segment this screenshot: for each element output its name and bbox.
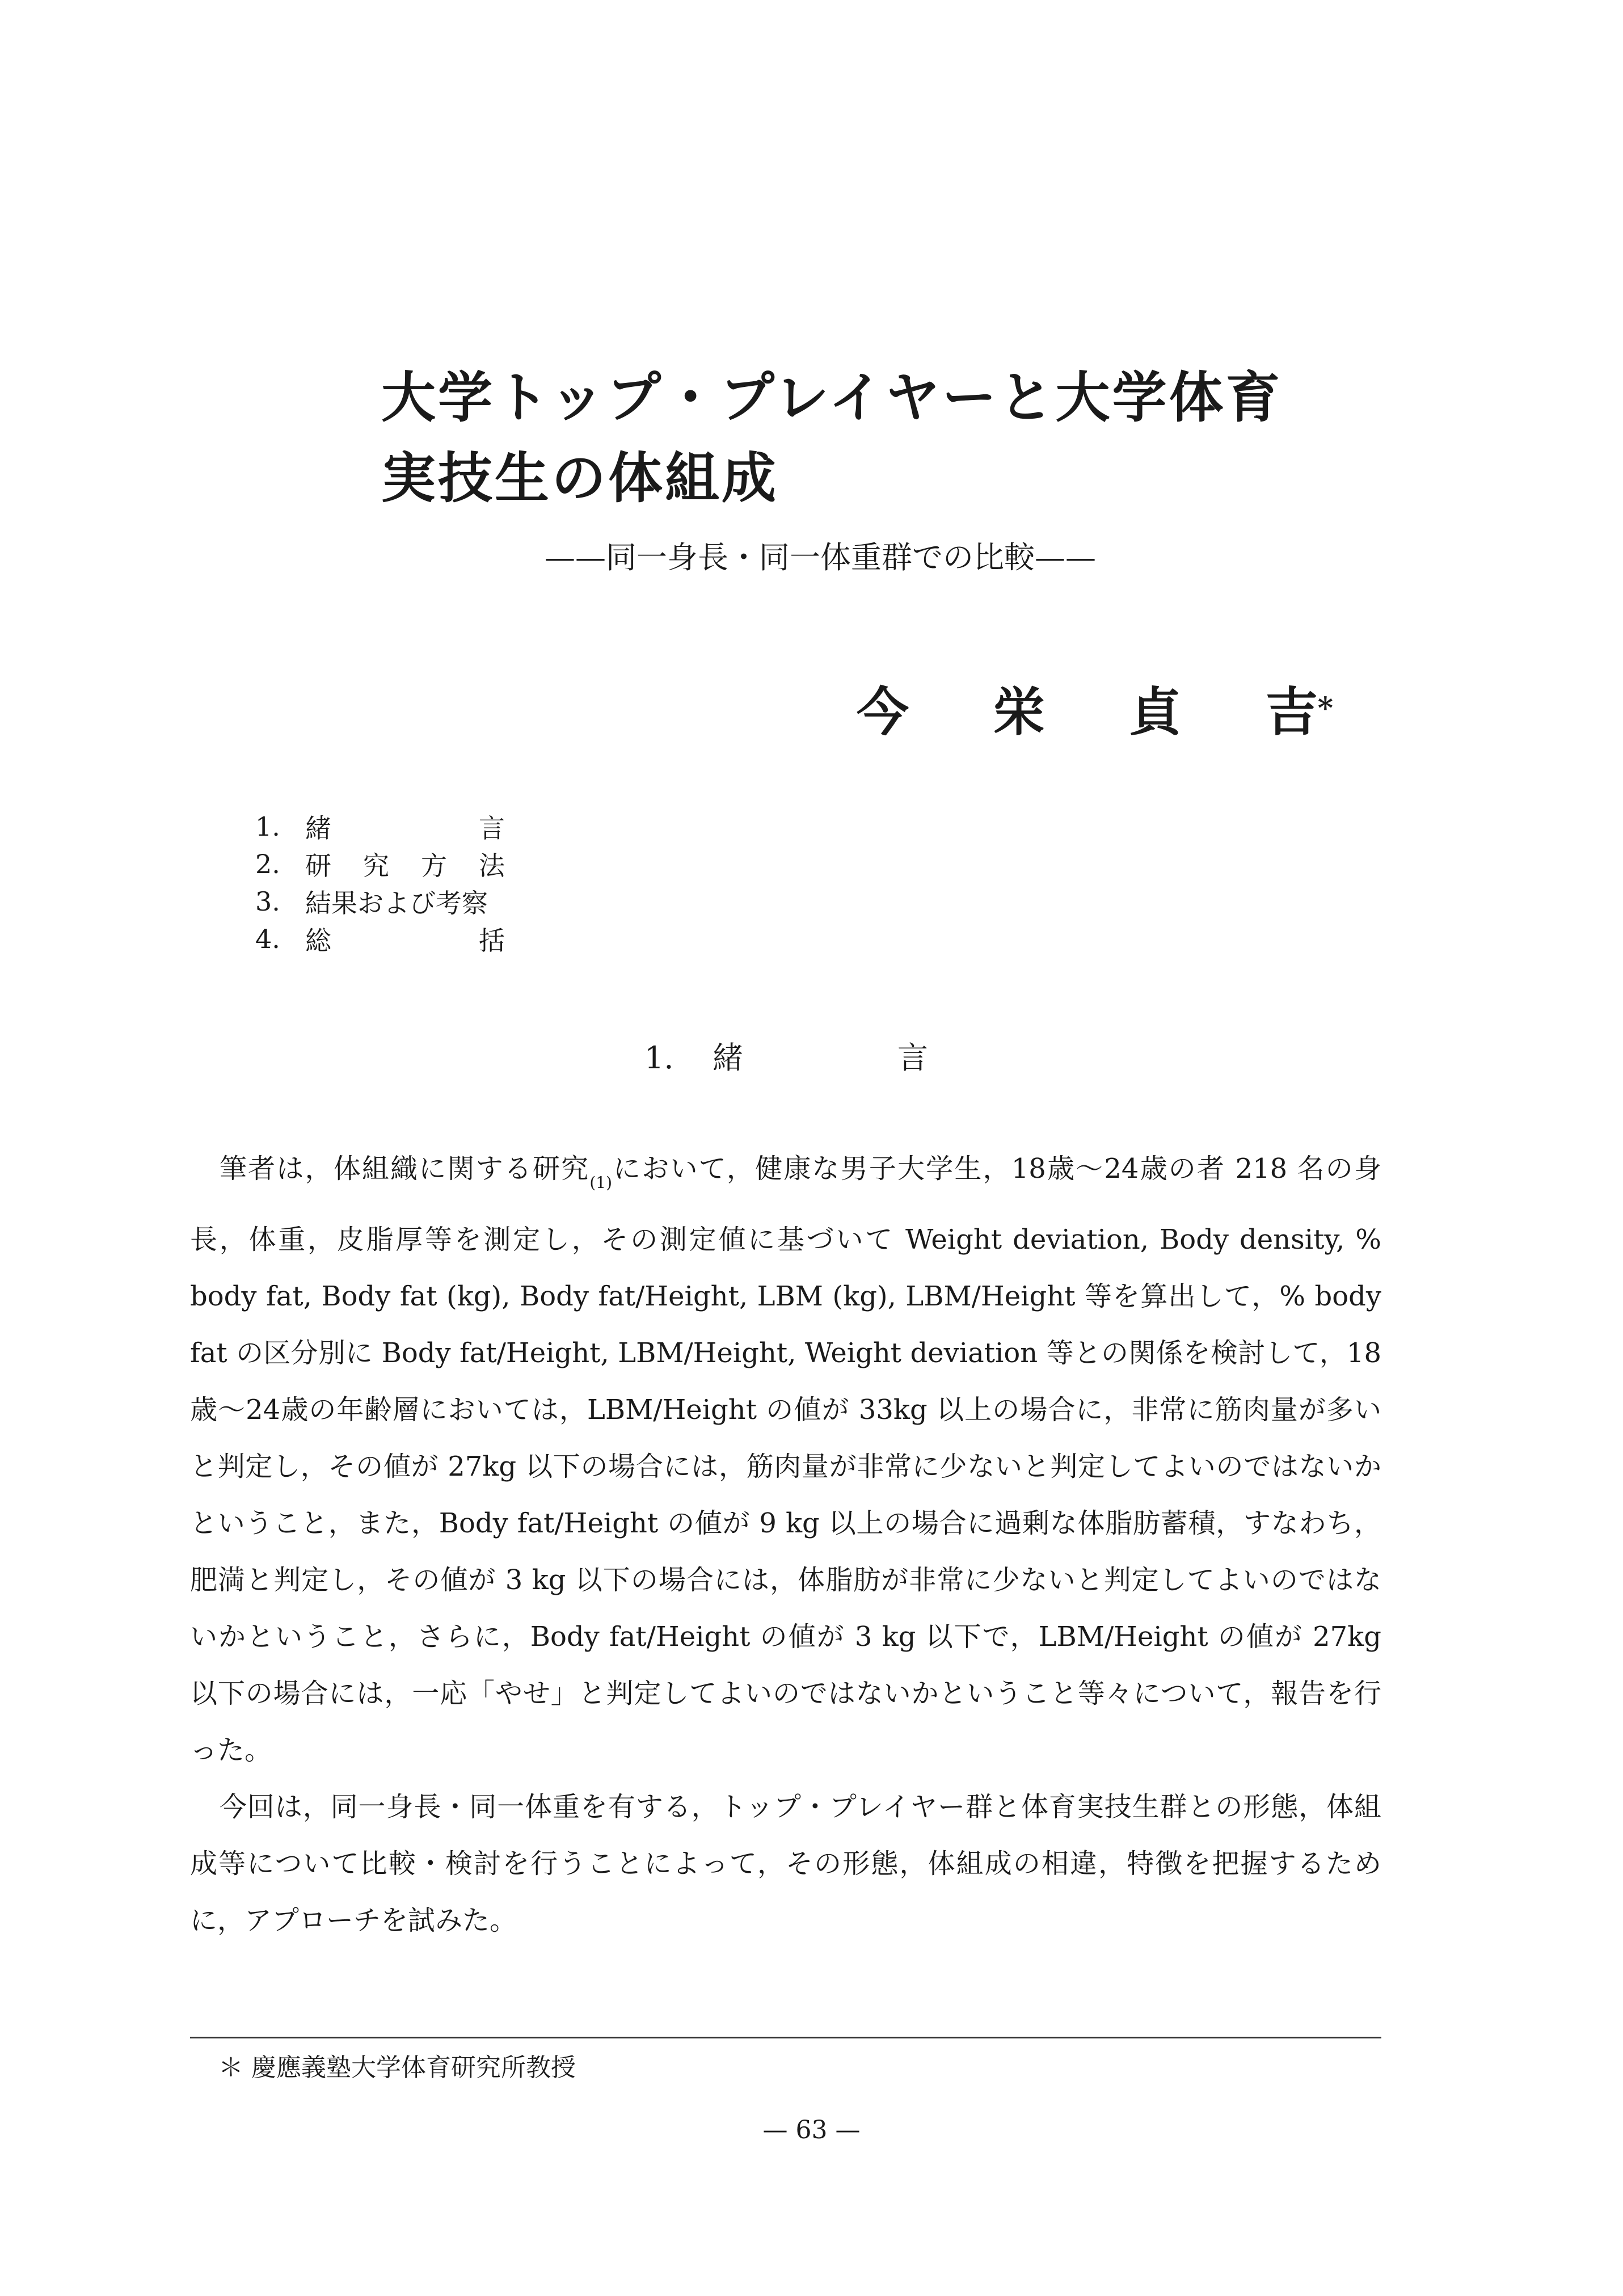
toc-number: 3.	[255, 886, 280, 917]
toc-item-2	[255, 845, 505, 883]
toc-item-4	[255, 920, 505, 958]
paragraph-2: 今回は，同一身長・同一体重を有する，トップ・プレイヤー群と体育実技生群との形態，体組成等について比較・検討を行うことによって，その形態，体組成の相違，特徴を把握するために，アプローチを試みた。	[190, 1791, 1381, 1936]
title-line-2: 実技生の体組成	[381, 446, 778, 510]
paragraph-1	[190, 1140, 1381, 1779]
paragraph-1-start: 筆者は，体組織に関する研究	[220, 1153, 590, 1185]
paper-subtitle: ——同一身長・同一体重群での比較——	[545, 540, 1096, 575]
paper-title	[381, 357, 1459, 519]
toc-char: 結果および考察	[305, 888, 488, 919]
toc-number: 2.	[255, 849, 280, 879]
table-of-contents	[255, 808, 505, 958]
section-label	[713, 1038, 928, 1078]
toc-char: 括	[479, 925, 505, 956]
section-char: 言	[897, 1040, 928, 1076]
section-heading	[644, 1038, 928, 1078]
toc-char: 方	[421, 850, 447, 881]
toc-number: 1.	[255, 811, 280, 842]
paragraph-1-rest: において，健康な男子大学生，18歳～24歳の者 218 名の身長，体重，皮脂厚等を測定し，その測定値に基づいて Weight deviation, Body density, % body fat, Body fat (kg), Body fat/Height, LBM (kg), LBM/Height 等を算出して，% body fat の区分別に Body fat/Height, LBM/Height, Weight deviation 等との関係を検討して，18歳～24歳の年齢層においては，LBM/Height の値が 33kg 以上の場合に，非常に筋肉量が多いと判定し，その値が 27kg 以下の場合には，筋肉量が非常に少ないと判定してよいのではないかということ，また，Body fat/Height の値が 9 kg 以上の場合に過剰な体脂肪蓄積，すなわち，肥満と判定し，その値が 3 kg 以下の場合には，体脂肪が非常に少ないと判定してよいのではないかということ，さらに，Body fat/Height の値が 3 kg 以下で，LBM/Height の値が 27kg 以下の場合には，一応「やせ」と判定してよいのではないかということ等々について，報告を行った。	[190, 1153, 1381, 1766]
body-text	[190, 1140, 1381, 1949]
section-char: 緒	[713, 1040, 743, 1076]
toc-char: 言	[479, 813, 505, 844]
toc-number: 4.	[255, 924, 280, 954]
author-char: 今	[857, 681, 909, 743]
toc-label	[305, 845, 505, 883]
author-char: 吉	[1265, 681, 1318, 743]
toc-char: 総	[305, 925, 331, 956]
author-char: 栄	[993, 681, 1046, 743]
author-char-with-mark	[1266, 681, 1333, 743]
footnote-divider	[190, 2037, 1381, 2038]
author-name	[857, 681, 1333, 743]
toc-char: 究	[363, 850, 389, 881]
section-number: 1.	[644, 1040, 674, 1076]
toc-char: 研	[305, 850, 331, 881]
reference-marker: (1)	[589, 1173, 612, 1192]
toc-label	[305, 883, 505, 920]
toc-label	[305, 920, 505, 958]
title-line-1: 大学トップ・プレイヤーと大学体育	[381, 365, 1283, 429]
toc-char: 法	[479, 850, 505, 881]
page-number: — 63 —	[762, 2116, 861, 2145]
footnote: ＊ 慶應義塾大学体育研究所教授	[218, 2053, 576, 2082]
toc-item-3	[255, 883, 505, 920]
author-footnote-mark: *	[1317, 691, 1333, 726]
toc-char: 緒	[305, 813, 331, 844]
author-char: 貞	[1129, 681, 1182, 743]
toc-item-1	[255, 808, 505, 845]
toc-label	[305, 808, 505, 845]
